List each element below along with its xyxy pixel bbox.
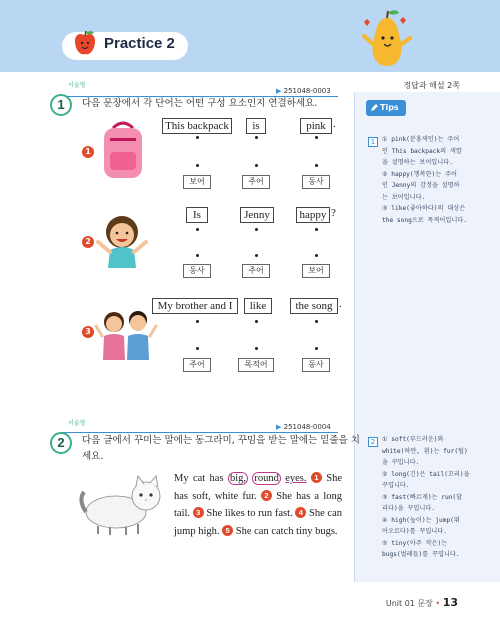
role-box: 주어 — [242, 264, 270, 278]
match-dot[interactable] — [255, 320, 258, 323]
sentence: She has a long tail. — [174, 490, 342, 519]
word-box: Jenny — [240, 207, 274, 223]
match-dot[interactable] — [315, 136, 318, 139]
word-box: the song — [290, 298, 338, 314]
match-dot[interactable] — [196, 228, 199, 231]
unit-label: Unit 01 문장 — [385, 599, 433, 608]
role-box: 목적어 — [238, 358, 274, 372]
role-box: 주어 — [242, 175, 270, 189]
question-code: ▶ 251048-0004 — [276, 423, 331, 431]
word-box: This backpack — [162, 118, 232, 134]
question-number: 1 — [50, 94, 72, 116]
item-number: 2 — [82, 236, 94, 248]
white-cat-image — [78, 470, 168, 536]
tip-text: ① soft(부드러운)와 white(하얀, 흰)는 fur(털) 을 꾸밉니다. ② long(긴)은 tail(꼬리)을 꾸밉니다. ③ fast(빠르게)는 run(달 리다)을 꾸밉니다. ④ high(높이)는 jump(뛰 어오르다)를 꾸밉니다. ⑤ tiny(아주 작은)는 bugs(벌레들)를 꾸밉니다. — [382, 436, 470, 558]
siblings-image — [94, 306, 158, 362]
match-dot[interactable] — [196, 320, 199, 323]
sentence: My cat has — [174, 473, 228, 484]
question-number: 2 — [50, 432, 72, 454]
role-box: 동사 — [183, 264, 211, 278]
badge-icon: 서술형 — [68, 82, 86, 89]
word-box: Is — [186, 207, 208, 223]
match-dot[interactable] — [196, 164, 199, 167]
match-dot[interactable] — [315, 254, 318, 257]
match-dot[interactable] — [196, 136, 199, 139]
modifier-circle: round — [254, 473, 279, 484]
pear-mascot-icon — [352, 8, 422, 72]
item-number: 1 — [82, 146, 94, 158]
word-box: My brother and I — [152, 298, 238, 314]
match-dot[interactable] — [255, 228, 258, 231]
tips-label: Tips — [366, 100, 406, 116]
sentence: She has soft, white fur. — [174, 473, 343, 502]
match-dot[interactable] — [315, 320, 318, 323]
tip-text: ① pink(분홍색인)는 주어 인 This backpack의 색깔 을 설명하는 보어입니다. ② happy(행복한)는 주어 인 Jenny의 감정을 설명하 는 보어입니다. ③ like(좋아하다)의 대상은 the song으로 목적어입니다. — [382, 136, 468, 224]
sentence-number: 2 — [261, 490, 272, 501]
role-box: 보어 — [302, 264, 330, 278]
match-dot[interactable] — [255, 254, 258, 257]
question-code: ▶ 251048-0003 — [276, 87, 331, 95]
question-instruction: 세요. — [82, 451, 104, 462]
sentence-end: . — [339, 298, 342, 310]
reading-passage — [174, 470, 342, 540]
sentence: She can catch tiny bugs. — [233, 525, 338, 537]
sentence-end: ? — [331, 207, 336, 219]
tip-number: 1 — [368, 137, 378, 147]
modified-underline: eyes. — [285, 473, 307, 484]
match-dot[interactable] — [255, 164, 258, 167]
sentence-number: 4 — [295, 507, 306, 518]
match-dot[interactable] — [255, 136, 258, 139]
match-dot[interactable] — [315, 228, 318, 231]
footer-separator: • — [435, 599, 441, 608]
sentence-number: 5 — [222, 525, 233, 536]
role-box: 동사 — [302, 175, 330, 189]
sentence: She likes to run fast. — [203, 508, 296, 519]
sentence-number: 3 — [193, 507, 204, 518]
happy-girl-image — [94, 210, 150, 270]
sentence: She can jump high. — [174, 508, 342, 537]
page-number: 13 — [442, 596, 458, 609]
question-instruction: 다음 글에서 꾸미는 말에는 동그라미, 꾸밈을 받는 말에는 밑줄을 치 — [82, 435, 360, 446]
match-dot[interactable] — [315, 347, 318, 350]
word-box: happy — [296, 207, 330, 223]
page-footer — [386, 596, 458, 609]
badge-icon: 서술형 — [68, 420, 86, 427]
item-number: 3 — [82, 326, 94, 338]
apple-icon — [72, 30, 98, 58]
sentence-number: 1 — [311, 472, 322, 483]
question-instruction: 다음 문장에서 각 단어는 어떤 구성 요소인지 연결하세요. — [82, 98, 318, 109]
tip-number: 2 — [368, 437, 378, 447]
role-box: 보어 — [183, 175, 211, 189]
word-box: pink — [300, 118, 332, 134]
match-dot[interactable] — [196, 254, 199, 257]
pencil-icon — [370, 103, 379, 112]
match-dot[interactable] — [196, 347, 199, 350]
modifier-circle: big, — [229, 473, 246, 484]
word-box: like — [244, 298, 272, 314]
sentence-end: . — [333, 118, 336, 130]
answer-reference: 정답과 해설 2쪽 — [403, 81, 460, 90]
role-box: 주어 — [183, 358, 211, 372]
role-box: 동사 — [302, 358, 330, 372]
match-dot[interactable] — [315, 164, 318, 167]
page-title: Practice 2 — [104, 35, 175, 52]
pink-backpack-image — [98, 118, 148, 182]
word-box: is — [246, 118, 266, 134]
match-dot[interactable] — [255, 347, 258, 350]
